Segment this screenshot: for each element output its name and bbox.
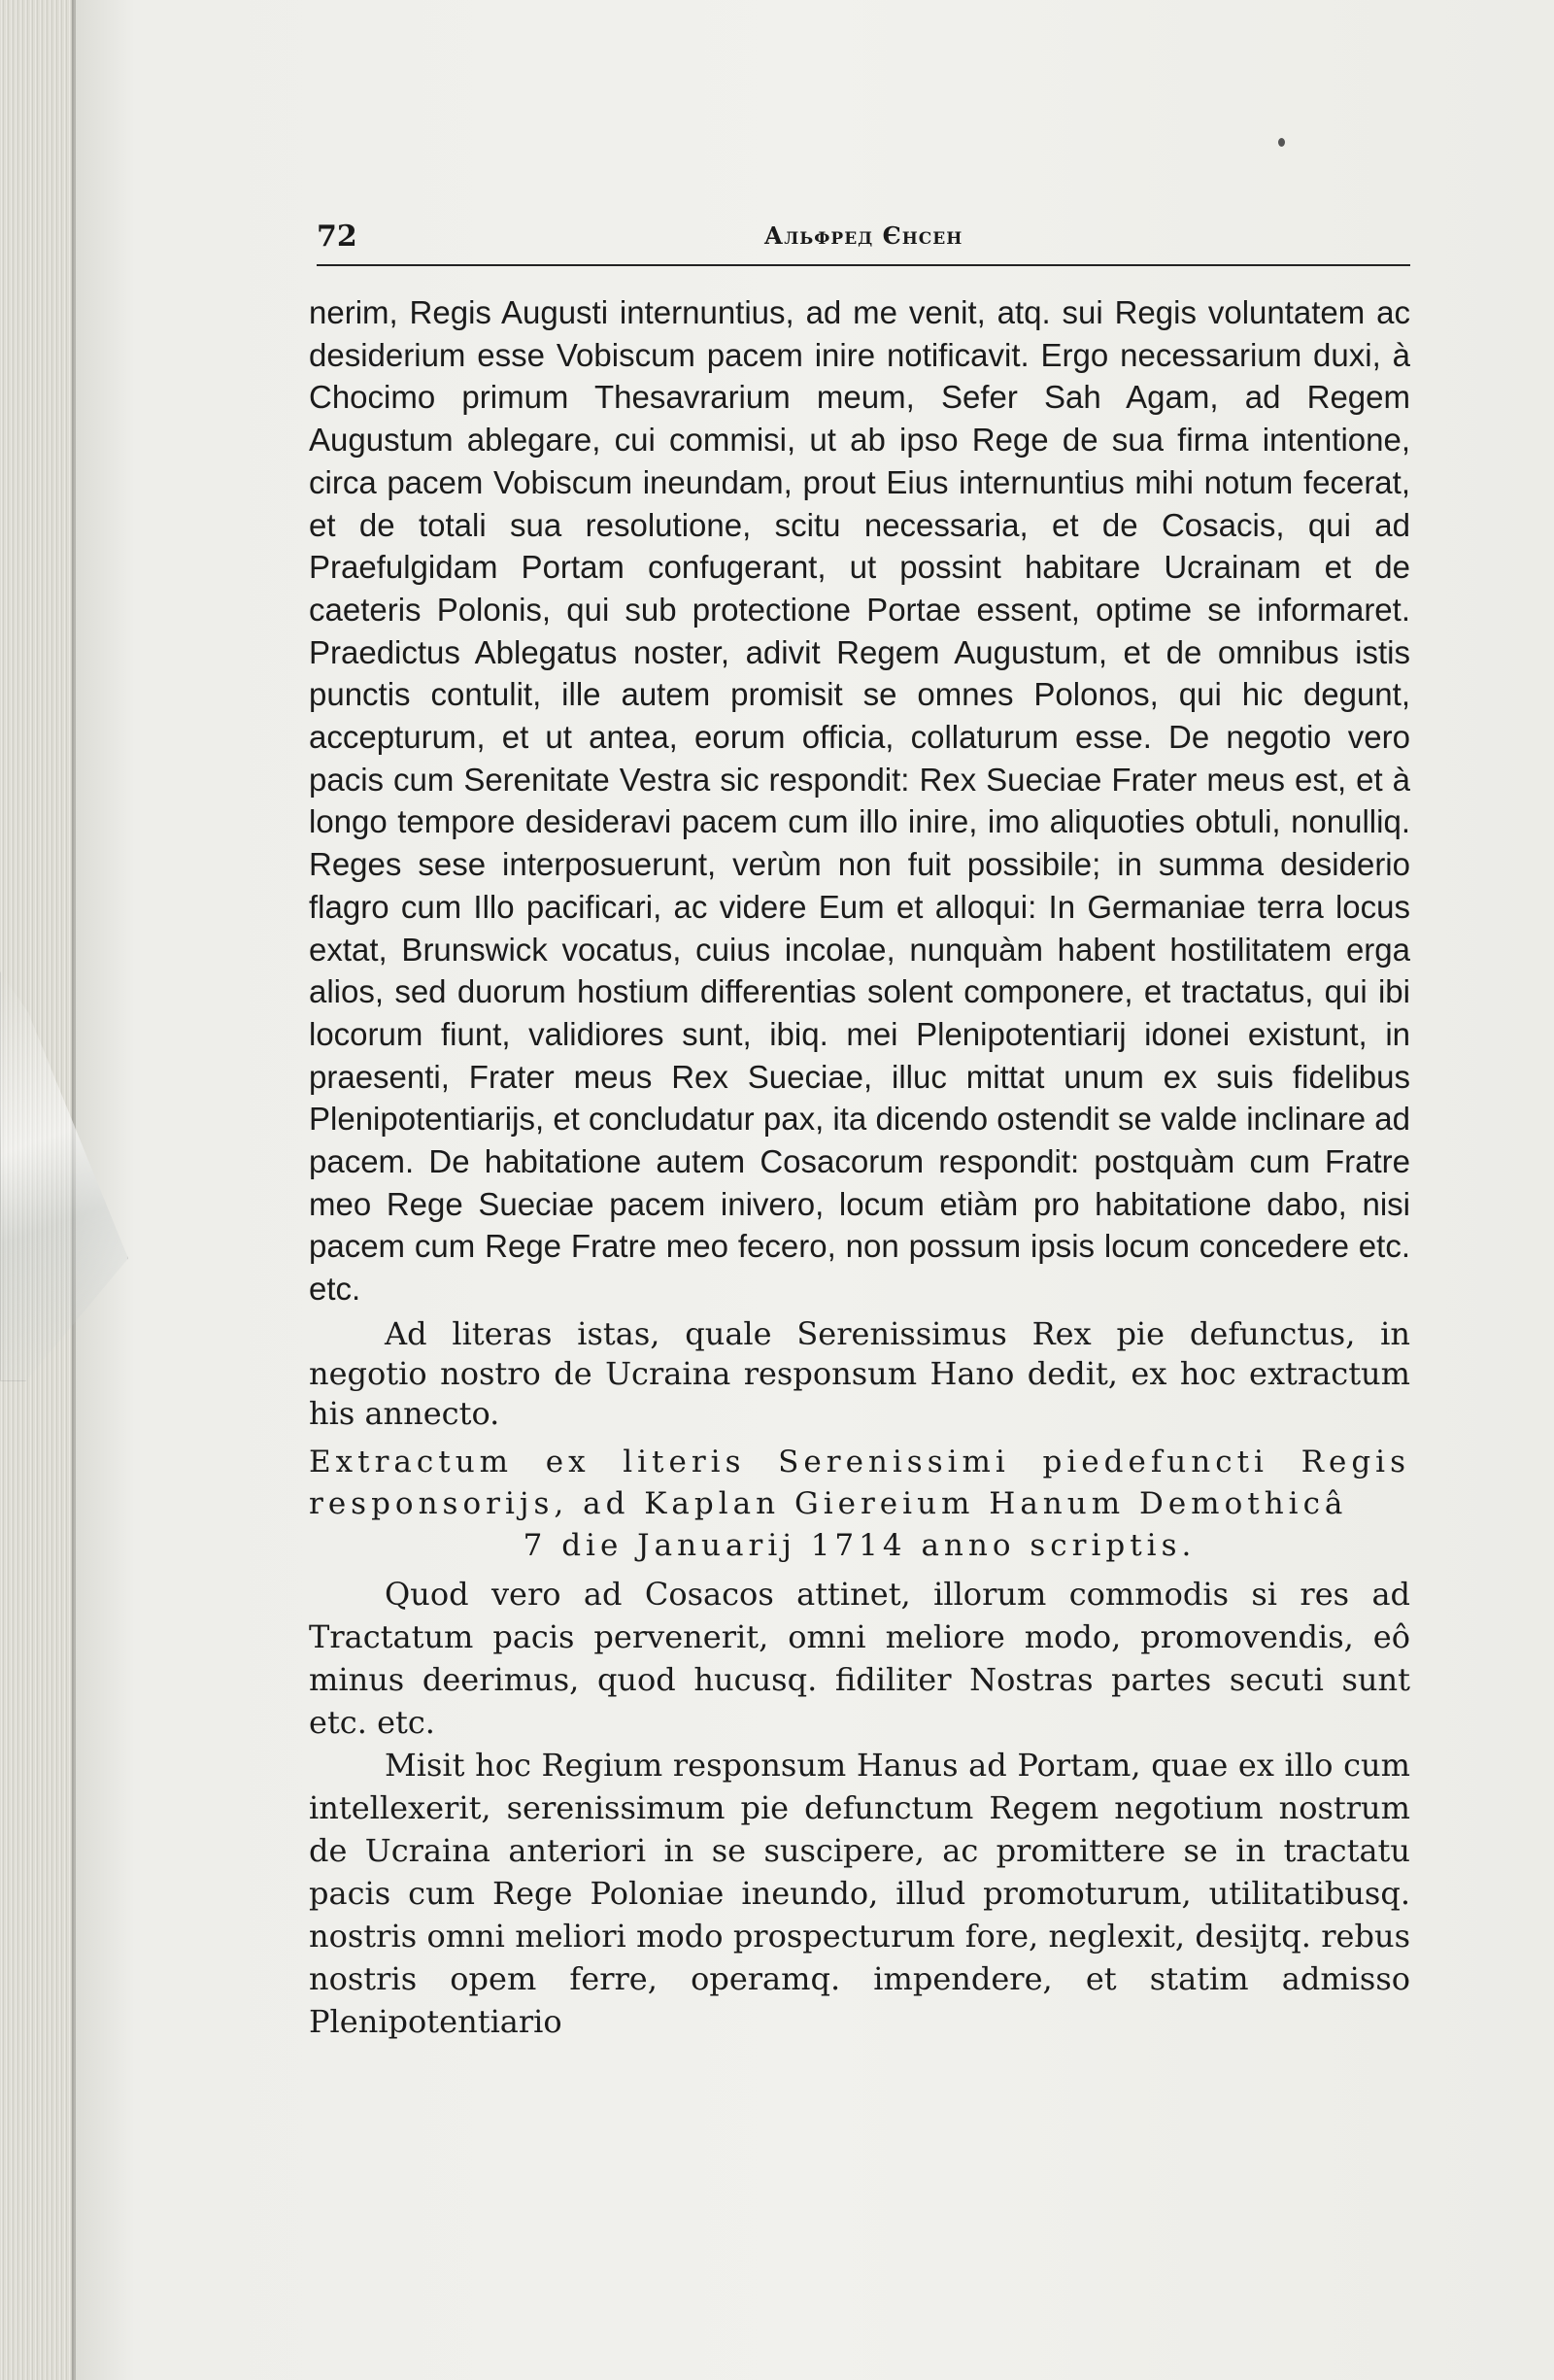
page-body: [309, 291, 1410, 2043]
extract-heading-date: 7 die Januarij 1714 anno scriptis.: [523, 1527, 1197, 1563]
extract-heading: Extractum ex literis Serenissimi piedefuncti Regis responsorijs, ad Kaplan Giereium Hanum Demothicâ: [309, 1444, 1410, 1521]
page-number: 72: [317, 220, 357, 254]
running-head: Альфред Єнсен: [763, 221, 963, 250]
body-paragraph-annex-intro: Ad literas istas, quale Serenissimus Rex pie defunctus, in negotio nostro de Ucraina responsum Hano dedit, ex hoc extractum his annecto.: [309, 1314, 1410, 1432]
page-header: [317, 216, 1410, 266]
ink-speck: [1278, 138, 1285, 147]
body-paragraph-extract: Quod vero ad Cosacos attinet, illorum commodis si res ad Tractatum pacis pervenerit, omni meliore modo, promovendis, eô minus deerimus, quod hucusq. fidiliter Nostras partes secuti sunt etc. etc.: [309, 1575, 1410, 1741]
body-paragraph-closing: Misit hoc Regium responsum Hanus ad Portam, quae ex illo cum intellexerit, serenissimum pie defunctum Regem negotium nostrum de Ucraina anteriori in se suscipere, ac promittere se in tractatu pacis cum Rege Poloniae ineundo, illud promoturum, utilitatibusq. nostris omni meliori modo prospecturum fore, neglexit, desijtq. rebus nostris opem ferre, operamq. impendere, et statim admisso Plenipotentiario: [309, 1746, 1410, 2040]
body-paragraph-letter: nerim, Regis Augusti internuntius, ad me venit, atq. sui Regis voluntatem ac desiderium esse Vobiscum pacem inire notificavit. Ergo necessarium duxi, à Chocimo primum Thesavrarium meum, Sefer Sah Agam, ad Regem Augustum ablegare, cui commisi, ut ab ipso Rege de sua firma intentione, circa pacem Vobiscum ineundam, prout Eius internuntius mihi notum fecerat, et de totali sua resolutione, scitu necessaria, et de Cosacis, qui ad Praefulgidam Portam confugerant, ut possint habitare Ucrainam et de caeteris Polonis, qui sub protectione Portae essent, optime se informaret. Praedictus Ablegatus noster, adivit Regem Augustum, et de omnibus istis punctis contulit, ille autem promisit se omnes Polonos, qui hic degunt, accepturum, et ut antea, eorum officia, collaturum esse. De negotio vero pacis cum Serenitate Vestra sic respondit: Rex Sueciae Frater meus est, et à longo tempore desideravi pacem cum illo inire, imo aliquoties obtuli, nonulliq. Reges sese interposuerunt, verùm non fuit possibile; in summa desiderio flagro cum Illo pacificari, ac videre Eum et alloqui: In Germaniae terra locus extat, Brunswick vocatus, cuius incolae, nunquàm habent hostilitatem erga alios, sed duorum hostium differentias solent componere, et tractatus, qui ibi locorum fiunt, validiores sunt, ibiq. mei Plenipotentiarij idonei existunt, in praesenti, Frater meus Rex Sueciae, illuc mittat unum ex suis fidelibus Plenipotentiarijs, et concludatur pax, ita dicendo ostendit se valde inclinare ad pacem. De habitatione autem Cosacorum respondit: postquàm cum Fratre meo Rege Sueciae pacem inivero, locum etiàm pro habitatione dabo, nisi pacem cum Rege Fratre meo fecero, non possum ipsis locum concedere etc. etc.: [309, 294, 1410, 1308]
